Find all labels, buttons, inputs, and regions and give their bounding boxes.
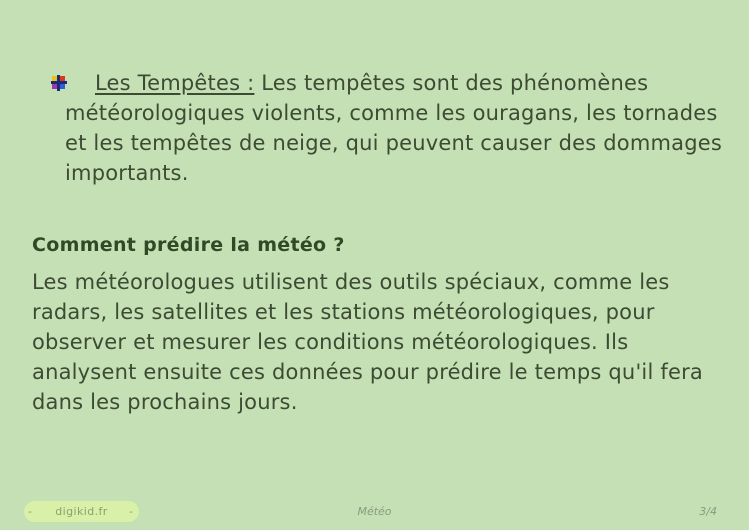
bullet-description: Les tempêtes sont des phénomènes météorologiques violents, comme les ouragans, les tornades et les tempêtes de neige, qui peuvent causer des dommages importants.: [65, 71, 723, 185]
bullet-term: Les Tempêtes :: [95, 71, 255, 95]
footer-title: Météo: [357, 505, 392, 518]
logo-dash-right: -: [129, 505, 133, 518]
logo-dash-left: -: [28, 505, 32, 518]
section-heading: Comment prédire la météo ?: [32, 234, 345, 256]
bullet-paragraph: [48, 68, 728, 188]
logo-text: digikid.fr: [55, 505, 108, 518]
section-body: Les météorologues utilisent des outils spéciaux, comme les radars, les satellites et les stations météorologiques, pour observer et mesurer les conditions météorologiques. Ils analysent ensuite ces données pour prédire le temps qu'il fera dans les prochains jours.: [32, 270, 703, 414]
page-number: 3/4: [699, 505, 717, 518]
bullet-item: [48, 68, 728, 188]
storm-bullet-icon: [48, 72, 70, 94]
